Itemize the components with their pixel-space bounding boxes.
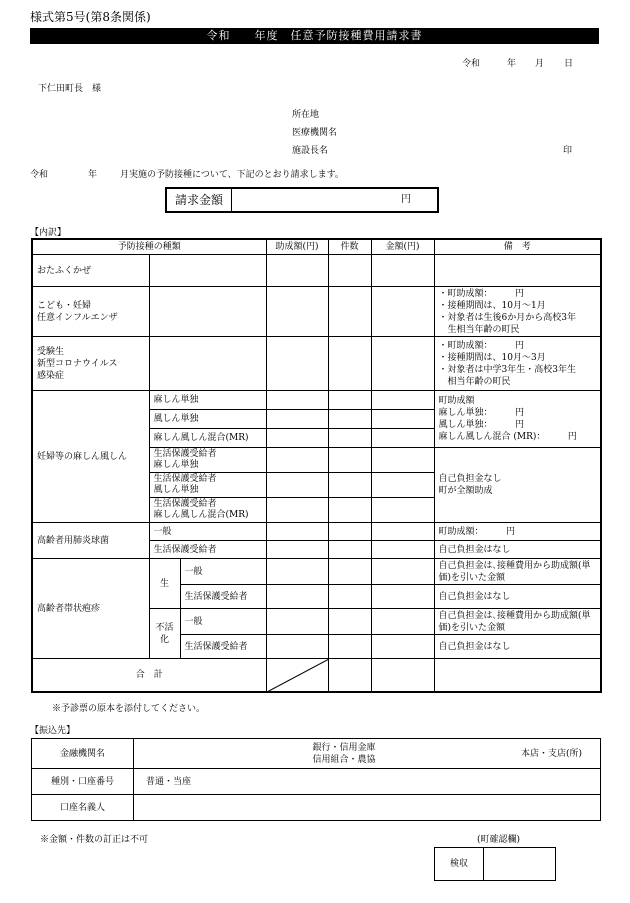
date-day: 日 [564, 59, 574, 69]
table-row [32, 391, 601, 410]
row-label-mumps: おたふくかぜ [32, 255, 149, 287]
row-label-pneumococcal: 高齢者用肺炎球菌 [32, 523, 149, 559]
total-subsidy-crossed [266, 659, 328, 692]
bank-type-options: 銀行・信用金庫 信用組合・農協 [312, 743, 376, 765]
zoster-inactivated-label: 不活化 [149, 609, 180, 659]
note-line: 町が全額助成 [438, 486, 493, 496]
mr-item: 生活保護受給者 麻しん単独 [149, 448, 266, 473]
inspection-label: 検収 [435, 848, 484, 881]
town-check-box [434, 847, 556, 881]
bank-institution-field[interactable] [134, 739, 601, 769]
row-label-influenza: こども・妊婦 任意インフルエンザ [32, 287, 149, 337]
pneumo-note: 自己負担金はなし [434, 541, 601, 559]
table-row [32, 337, 601, 391]
table-row [32, 769, 601, 795]
mr-item: 麻しん単独 [149, 391, 266, 410]
note-line: ・対象者は生後6か月から高校3年 [438, 312, 576, 323]
mr-notes [434, 391, 601, 448]
zoster-note: 自己負担金は､接種費用から助成額(単価)を引いた金額 [434, 559, 601, 585]
zoster-item: 一般 [180, 559, 266, 585]
bank-table [31, 738, 601, 821]
mr-item: 生活保護受給者 風しん単独 [149, 473, 266, 498]
row-label-measles-rubella: 妊婦等の麻しん風しん [32, 391, 149, 523]
bank-branch-options: 本店・支店(所) [520, 749, 582, 759]
breakdown-heading: 【内訳】 [30, 228, 67, 238]
claimant-institution-label: 医療機関名 [292, 128, 338, 138]
zoster-item: 生活保護受給者 [180, 585, 266, 609]
total-label: 合 計 [32, 659, 266, 692]
table-row [32, 559, 601, 585]
bank-institution-label: 金融機関名 [32, 739, 134, 769]
zoster-note: 自己負担金はなし [434, 585, 601, 609]
total-row [32, 659, 601, 692]
note-line: 生相当年齢の町民 [438, 324, 520, 335]
table-row [32, 255, 601, 287]
zoster-note: 自己負担金は､接種費用から助成額(単価)を引いた金額 [434, 609, 601, 635]
note-line: 風しん単独： 円 [438, 420, 525, 430]
header-amount: 金額(円) [371, 239, 434, 255]
note-line: ・接種期間は、10月～1月 [438, 300, 546, 311]
account-holder-field[interactable] [134, 795, 601, 821]
claimant-director-label: 施設長名 [292, 146, 329, 156]
pneumo-note: 町助成額： 円 [434, 523, 601, 541]
attach-note: ※予診票の原本を添付してください。 [52, 704, 206, 714]
row-label-zoster: 高齢者帯状疱疹 [32, 559, 149, 659]
date-year: 年 [507, 59, 517, 69]
pneumo-item: 一般 [149, 523, 266, 541]
seal-mark: 印 [563, 146, 573, 156]
pneumo-item: 生活保護受給者 [149, 541, 266, 559]
table-row [32, 287, 601, 337]
correction-note: ※金額・件数の訂正は不可 [40, 835, 149, 845]
form-number: 様式第5号(第8条関係) [30, 10, 151, 24]
header-type: 予防接種の種類 [32, 239, 266, 255]
note-line: ・町助成額： 円 [438, 340, 525, 351]
header-notes: 備 考 [434, 239, 601, 255]
form-title: 令和 年度 任意予防接種費用請求書 [30, 28, 599, 44]
mr-item: 麻しん風しん混合(MR) [149, 429, 266, 448]
account-number-field[interactable] [134, 769, 601, 795]
breakdown-table [31, 238, 602, 693]
date-era: 令和 [462, 59, 481, 69]
claimant-address-label: 所在地 [292, 110, 320, 120]
table-row [32, 739, 601, 769]
town-check-heading: (町確認欄) [477, 835, 521, 845]
mr-welfare-notes [434, 448, 601, 523]
addressee: 下仁田町長 様 [38, 84, 102, 94]
statement-text: 月実施の予防接種について、下記のとおり請求します。 [120, 170, 344, 180]
bank-heading: 【振込先】 [30, 726, 76, 736]
note-line: ・町助成額： 円 [438, 288, 525, 299]
note-line: ・接種期間は、10月～3月 [438, 352, 546, 363]
table-row [32, 795, 601, 821]
table-row [32, 523, 601, 541]
mr-item: 生活保護受給者 麻しん風しん混合(MR) [149, 498, 266, 523]
diagonal-slash-icon [267, 659, 329, 692]
statement-era: 令和 [30, 170, 49, 180]
header-count: 件数 [328, 239, 371, 255]
row-label-covid: 受験生 新型コロナウイルス 感染症 [32, 337, 149, 391]
account-holder-label: 口座名義人 [32, 795, 134, 821]
note-line: 相当年齢の町民 [438, 376, 511, 387]
note-line: 麻しん単独： 円 [438, 408, 525, 418]
zoster-item: 生活保護受給者 [180, 635, 266, 659]
note-line: 自己負担金なし [438, 474, 502, 484]
note-line: 町助成額 [438, 396, 475, 406]
note-line: 麻しん風しん混合 (MR)： 円 [438, 432, 577, 442]
influenza-notes [434, 287, 601, 337]
claim-amount-label: 請求金額 [167, 189, 232, 211]
zoster-live-label: 生 [149, 559, 180, 609]
account-type-options: 普通・当座 [146, 776, 192, 787]
header-subsidy: 助成額(円) [266, 239, 328, 255]
zoster-item: 一般 [180, 609, 266, 635]
claim-amount-box[interactable] [165, 187, 439, 213]
claim-amount-unit: 円 [401, 194, 411, 205]
table-header [32, 239, 601, 255]
mr-item: 風しん単独 [149, 410, 266, 429]
account-number-label: 種別・口座番号 [32, 769, 134, 795]
zoster-note: 自己負担金はなし [434, 635, 601, 659]
statement-year: 年 [88, 170, 98, 180]
inspection-stamp-field[interactable] [484, 848, 556, 881]
covid-notes [434, 337, 601, 391]
date-month: 月 [535, 59, 545, 69]
note-line: ・対象者は中学3年生・高校3年生 [438, 364, 576, 375]
